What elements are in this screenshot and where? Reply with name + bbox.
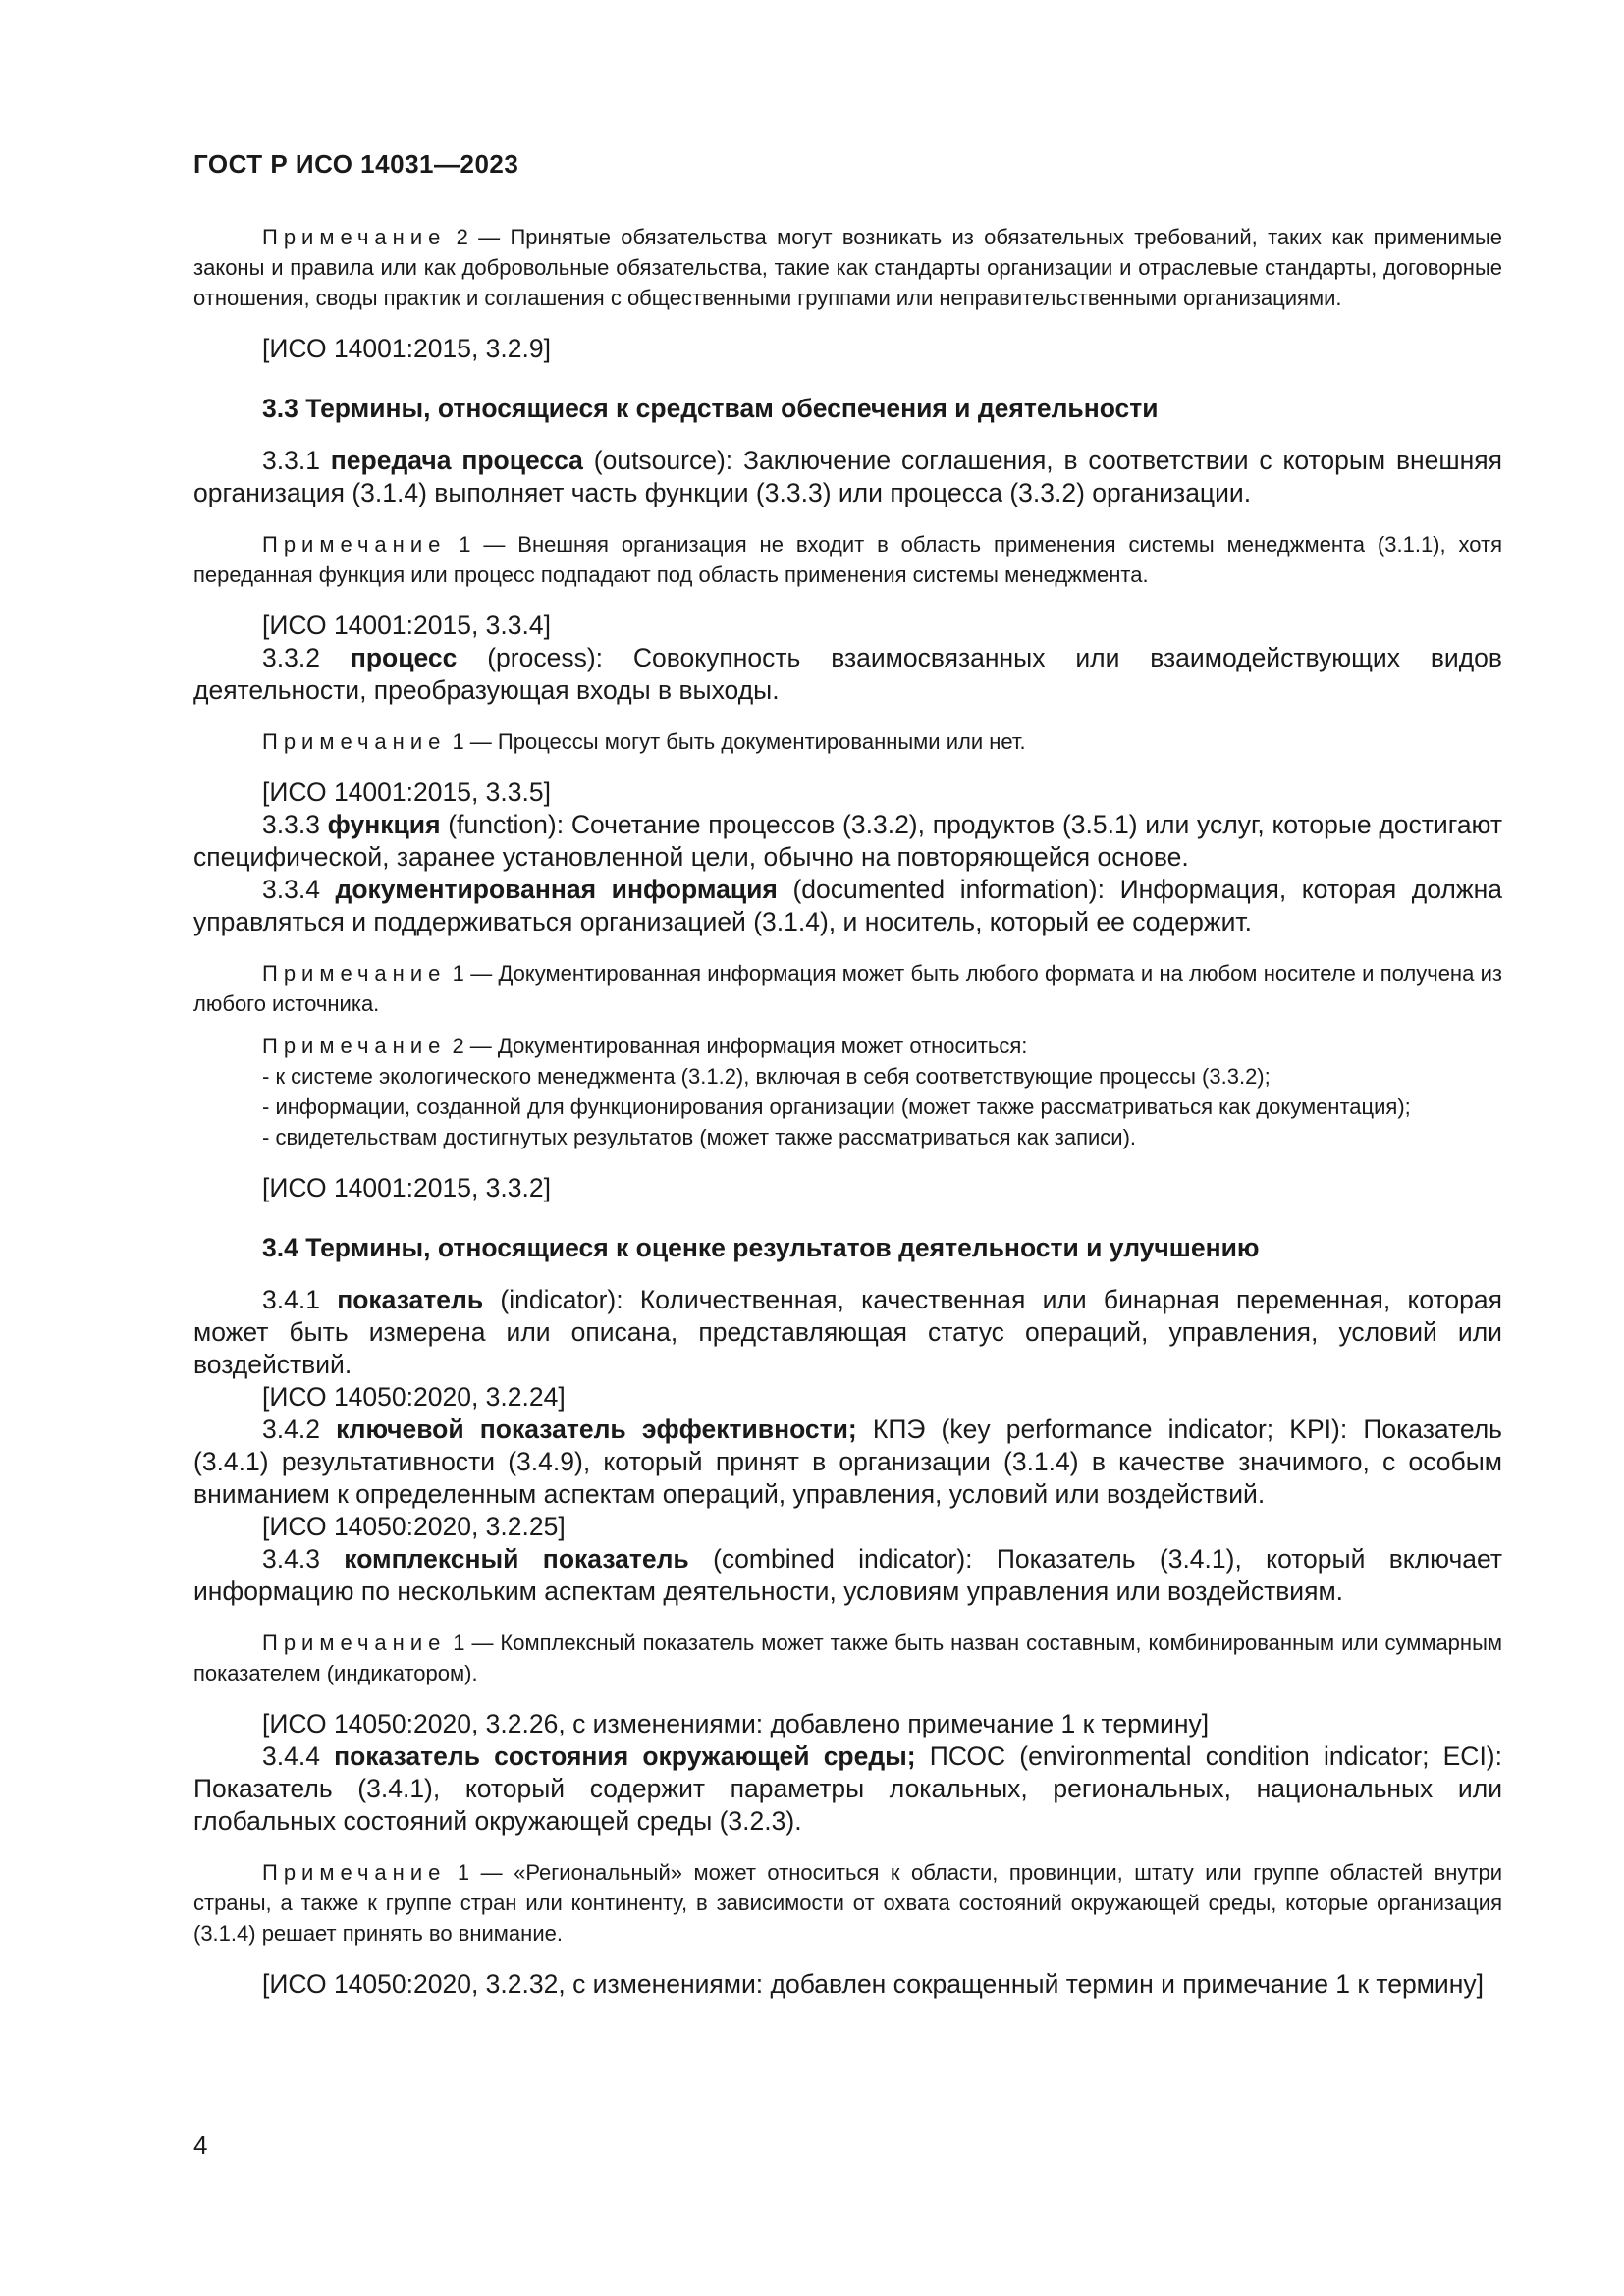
term-name: показатель bbox=[337, 1285, 484, 1314]
term-3-3-3 bbox=[193, 809, 1502, 874]
term-definition: (documented information): Информация, которая должна управляться и поддерживаться организацией (3.1.4), и носитель, который ее содержит. bbox=[193, 875, 1502, 936]
note-label: Примечание bbox=[262, 961, 447, 986]
reference: [ИСО 14050:2020, 3.2.26, с изменениями: добавлено примечание 1 к термину] bbox=[262, 1709, 1210, 1738]
note-text: Внешняя организация не входит в область применения системы менеджмента (3.1.1), хотя переданная функция или процесс подпадают под область применения системы менеджмента. bbox=[193, 532, 1503, 587]
term-3-4-4 bbox=[193, 1740, 1502, 1838]
note-label: Примечание bbox=[262, 225, 447, 249]
note-3-3-1 bbox=[193, 529, 1502, 590]
reference: [ИСО 14001:2015, 3.2.9] bbox=[262, 334, 551, 363]
note-text: Комплексный показатель может также быть назван составным, комбинированным или суммарным показателем (индикатором). bbox=[193, 1630, 1503, 1685]
page-header-title: ГОСТ Р ИСО 14031—2023 bbox=[193, 149, 519, 179]
note-label: Примечание bbox=[262, 532, 447, 557]
document-body bbox=[193, 222, 1502, 2001]
page-number: 4 bbox=[193, 2130, 208, 2160]
note-number: 1 — bbox=[446, 961, 499, 986]
list-item: - свидетельствам достигнутых результатов (может также рассматриваться как записи). bbox=[262, 1125, 1137, 1149]
section-heading-3-3: 3.3 Термины, относящиеся к средствам обеспечения и деятельности bbox=[262, 394, 1159, 423]
note-3-4-4 bbox=[193, 1857, 1502, 1949]
note-number: 2 — bbox=[446, 1034, 498, 1058]
term-definition: ПСОС (environmental condition indicator; ECI): Показатель (3.4.1), который содержит параметры локальных, региональных, национальных или глобальных состояний окружающей среды (3.2.3). bbox=[193, 1741, 1502, 1836]
note-number: 1 — bbox=[446, 729, 498, 754]
note-text: Документированная информация может относиться: bbox=[497, 1034, 1028, 1058]
note-3-4-3 bbox=[193, 1628, 1502, 1688]
term-definition: (process): Совокупность взаимосвязанных или взаимодействующих видов деятельности, преобразующая входы в выходы. bbox=[193, 643, 1502, 705]
term-number: 3.4.1 bbox=[262, 1285, 338, 1314]
term-number: 3.3.4 bbox=[262, 875, 336, 904]
term-number: 3.3.2 bbox=[262, 643, 351, 672]
term-3-4-1 bbox=[193, 1284, 1502, 1381]
note-commitments bbox=[193, 222, 1502, 313]
list-item: - информации, созданной для функционирования организации (может также рассматриваться как документация); bbox=[262, 1095, 1411, 1119]
term-name: функция bbox=[327, 810, 441, 839]
term-name: документированная информация bbox=[335, 875, 778, 904]
note-number: 2 — bbox=[446, 225, 511, 249]
list-item: - к системе экологического менеджмента (3.1.2), включая в себя соответствующие процессы (3.3.2); bbox=[262, 1064, 1271, 1089]
term-name: передача процесса bbox=[330, 446, 583, 475]
reference: [ИСО 14001:2015, 3.3.2] bbox=[262, 1173, 551, 1202]
note-number: 1 — bbox=[446, 1630, 501, 1655]
note-label: Примечание bbox=[262, 1630, 447, 1655]
note-text: «Региональный» может относиться к области, провинции, штату или группе областей внутри страны, а также к группе стран или континенту, в зависимости от охвата состояний окружающей среды, которые организация (3.1.4) решает принять во внимание. bbox=[193, 1860, 1503, 1946]
note-text: Процессы могут быть документированными или нет. bbox=[497, 729, 1026, 754]
term-3-3-2 bbox=[193, 642, 1502, 707]
term-name: ключевой показатель эффективности; bbox=[336, 1415, 857, 1444]
term-definition: (indicator): Количественная, качественная или бинарная переменная, которая может быть измерена или описана, представляющая статус операций, управления, условий или воздействий. bbox=[193, 1285, 1502, 1379]
term-3-3-1 bbox=[193, 445, 1502, 509]
note-number: 1 — bbox=[446, 532, 518, 557]
term-number: 3.3.1 bbox=[262, 446, 331, 475]
note-text: Принятые обязательства могут возникать из обязательных требований, таких как применимые законы и правила или как добровольные обязательства, такие как стандарты организации и отраслевые стандарты, договорные отношения, своды практик и соглашения с общественными группами или неправительственными организациями. bbox=[193, 225, 1503, 310]
reference: [ИСО 14001:2015, 3.3.4] bbox=[262, 611, 551, 640]
term-definition: (outsource): Заключение соглашения, в соответствии с которым внешняя организация (3.1.4) выполняет часть функции (3.3.3) или процесса (3.3.2) организации. bbox=[193, 446, 1502, 507]
term-name: процесс bbox=[350, 643, 458, 672]
term-3-4-3 bbox=[193, 1543, 1502, 1608]
note-number: 1 — bbox=[446, 1860, 514, 1885]
reference: [ИСО 14050:2020, 3.2.24] bbox=[262, 1382, 566, 1412]
term-definition: (function): Сочетание процессов (3.3.2), продуктов (3.5.1) или услуг, которые достигают специфической, заранее установленной цели, обычно на повторяющейся основе. bbox=[193, 810, 1502, 872]
note-label: Примечание bbox=[262, 729, 447, 754]
note-text: Документированная информация может быть любого формата и на любом носителе и получена из любого источника. bbox=[193, 961, 1502, 1016]
note-3-3-4-1 bbox=[193, 958, 1502, 1019]
term-3-3-4 bbox=[193, 874, 1502, 938]
reference: [ИСО 14001:2015, 3.3.5] bbox=[262, 777, 551, 807]
term-number: 3.4.2 bbox=[262, 1415, 337, 1444]
reference: [ИСО 14050:2020, 3.2.25] bbox=[262, 1512, 566, 1541]
term-name: показатель состояния окружающей среды; bbox=[334, 1741, 916, 1771]
reference: [ИСО 14050:2020, 3.2.32, с изменениями: добавлен сокращенный термин и примечание 1 к термину] bbox=[262, 1969, 1484, 1999]
term-number: 3.4.4 bbox=[262, 1741, 335, 1771]
term-number: 3.4.3 bbox=[262, 1544, 345, 1574]
term-number: 3.3.3 bbox=[262, 810, 328, 839]
section-heading-3-4: 3.4 Термины, относящиеся к оценке результатов деятельности и улучшению bbox=[262, 1233, 1260, 1262]
note-3-3-2 bbox=[193, 726, 1502, 757]
note-label: Примечание bbox=[262, 1860, 447, 1885]
term-definition: КПЭ (key performance indicator; KPI): Показатель (3.4.1) результативности (3.4.9), который принят в организации (3.1.4) в качестве значимого, с особым вниманием к определенным аспектам операций, управления, условий или воздействий. bbox=[193, 1415, 1502, 1509]
note-3-3-4-2 bbox=[193, 1031, 1502, 1061]
term-3-4-2 bbox=[193, 1414, 1502, 1511]
term-definition: (combined indicator): Показатель (3.4.1), который включает информацию по нескольким аспектам деятельности, условиям управления или воздействиям. bbox=[193, 1544, 1502, 1606]
term-name: комплексный показатель bbox=[344, 1544, 689, 1574]
note-label: Примечание bbox=[262, 1034, 447, 1058]
